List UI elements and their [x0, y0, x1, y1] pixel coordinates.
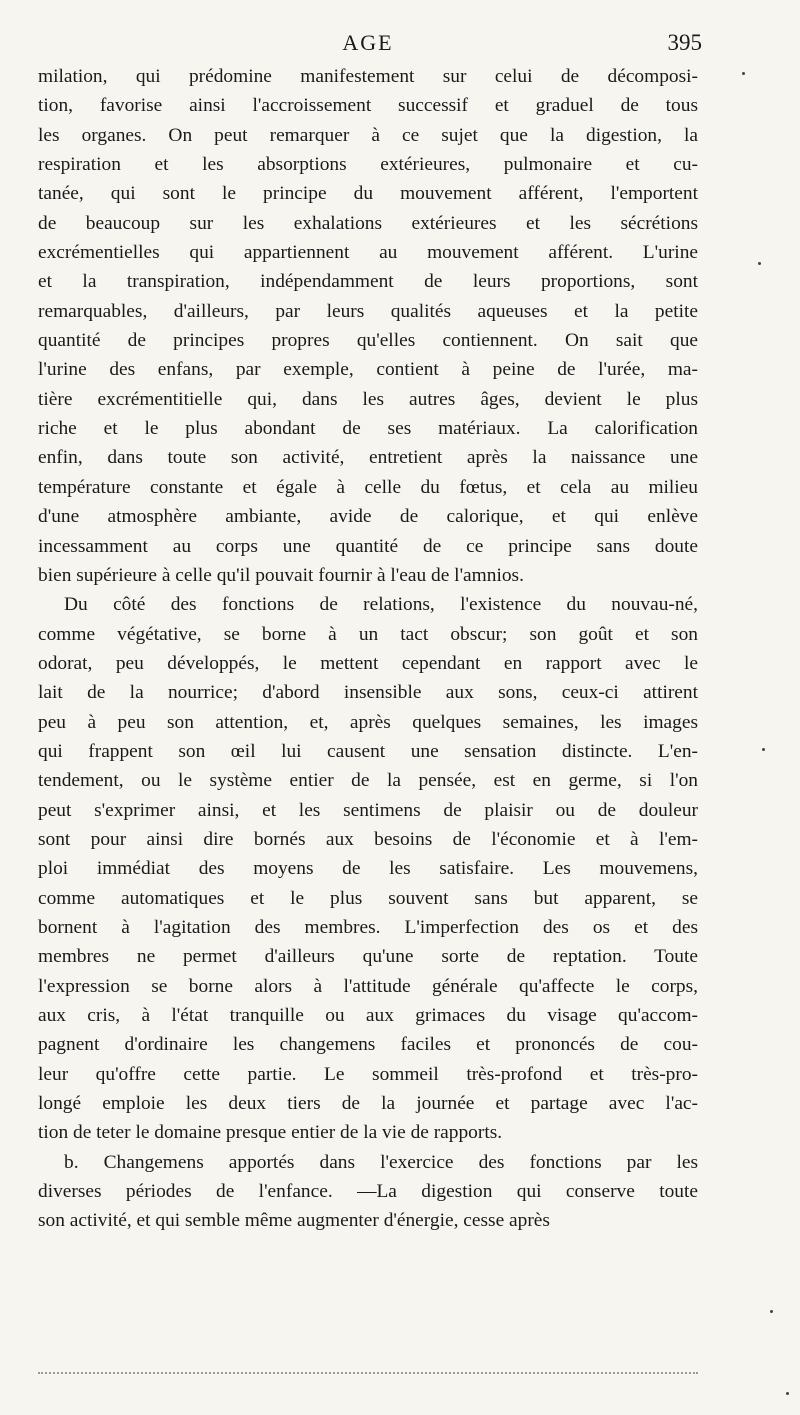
text-line: Du côté des fonctions de relations, l'existence du nouvau-né,	[64, 594, 698, 616]
text-line: l'expression se borne alors à l'attitude générale qu'affecte le corps,	[38, 975, 698, 997]
text-line: l'urine des enfans, par exemple, contient à peine de l'urée, ma-	[38, 359, 698, 381]
text-line: membres ne permet d'ailleurs qu'une sorte de reptation. Toute	[38, 946, 698, 968]
text-line: d'une atmosphère ambiante, avide de calorique, et qui enlève	[38, 506, 698, 528]
ink-speck	[786, 1392, 789, 1395]
page-number: 395	[667, 30, 702, 55]
body-text	[38, 62, 698, 1236]
ink-speck	[762, 748, 765, 751]
text-line: tion, favorise ainsi l'accroissement successif et graduel de tous	[38, 95, 698, 117]
text-line: respiration et les absorptions extérieures, pulmonaire et cu-	[38, 154, 698, 176]
text-line: et la transpiration, indépendamment de leurs proportions, sont	[38, 271, 698, 293]
text-line: incessamment au corps une quantité de ce principe sans doute	[38, 535, 698, 557]
ink-speck	[770, 1310, 773, 1313]
text-line: bien supérieure à celle qu'il pouvait fournir à l'eau de l'amnios.	[38, 564, 524, 586]
text-line: peu à peu son attention, et, après quelques semaines, les images	[38, 711, 698, 733]
text-line: peut s'exprimer ainsi, et les sentimens de plaisir ou de douleur	[38, 799, 698, 821]
text-line: excrémentielles qui appartiennent au mouvement afférent. L'urine	[38, 242, 698, 264]
text-line: riche et le plus abondant de ses matériaux. La calorification	[38, 418, 698, 440]
text-line: enfin, dans toute son activité, entretient après la naissance une	[38, 447, 698, 469]
text-line: bornent à l'agitation des membres. L'imperfection des os et des	[38, 916, 698, 938]
text-line: lait de la nourrice; d'abord insensible aux sons, ceux-ci attirent	[38, 682, 698, 704]
ink-speck	[758, 262, 761, 265]
text-line: remarquables, d'ailleurs, par leurs qualités aqueuses et la petite	[38, 300, 698, 322]
text-line: longé emploie les deux tiers de la journée et partage avec l'ac-	[38, 1093, 698, 1115]
text-line: diverses périodes de l'enfance. —La digestion qui conserve toute	[38, 1181, 698, 1203]
text-line: odorat, peu développés, le mettent cependant en rapport avec le	[38, 652, 698, 674]
text-line: aux cris, à l'état tranquille ou aux grimaces du visage qu'accom-	[38, 1005, 698, 1026]
text-line: qui frappent son œil lui causent une sensation distincte. L'en-	[38, 740, 698, 762]
text-line: milation, qui prédomine manifestement sur celui de décomposi-	[38, 66, 698, 87]
running-title: AGE	[342, 30, 394, 55]
text-line: tière excrémentitielle qui, dans les autres âges, devient le plus	[38, 388, 698, 410]
ink-speck	[742, 72, 745, 75]
text-line: tendement, ou le système entier de la pensée, est en germe, si l'on	[38, 770, 698, 792]
text-line: comme automatiques et le plus souvent sans but apparent, se	[38, 887, 698, 909]
text-line: température constante et égale à celle du fœtus, et cela au milieu	[38, 476, 698, 498]
text-line: comme végétative, se borne à un tact obscur; son goût et son	[38, 623, 698, 645]
text-line: son activité, et qui semble même augmenter d'énergie, cesse après	[38, 1210, 550, 1232]
text-line: de beaucoup sur les exhalations extérieures et les sécrétions	[38, 212, 698, 234]
text-line: sont pour ainsi dire bornés aux besoins de l'économie et à l'em-	[38, 828, 698, 850]
text-line: pagnent d'ordinaire les changemens faciles et prononcés de cou-	[38, 1034, 698, 1056]
text-line: ploi immédiat des moyens de les satisfaire. Les mouvemens,	[38, 858, 698, 880]
text-line: quantité de principes propres qu'elles contiennent. On sait que	[38, 330, 698, 352]
text-line: b. Changemens apportés dans l'exercice des fonctions par les	[64, 1151, 698, 1173]
text-line: les organes. On peut remarquer à ce sujet que la digestion, la	[38, 124, 698, 146]
text-line: leur qu'offre cette partie. Le sommeil très-profond et très-pro-	[38, 1063, 698, 1085]
text-line: tanée, qui sont le principe du mouvement afférent, l'emportent	[38, 183, 698, 205]
text-line: tion de teter le domaine presque entier de la vie de rapports.	[38, 1122, 503, 1144]
footer-rule	[38, 1372, 698, 1374]
page-header	[38, 30, 702, 60]
